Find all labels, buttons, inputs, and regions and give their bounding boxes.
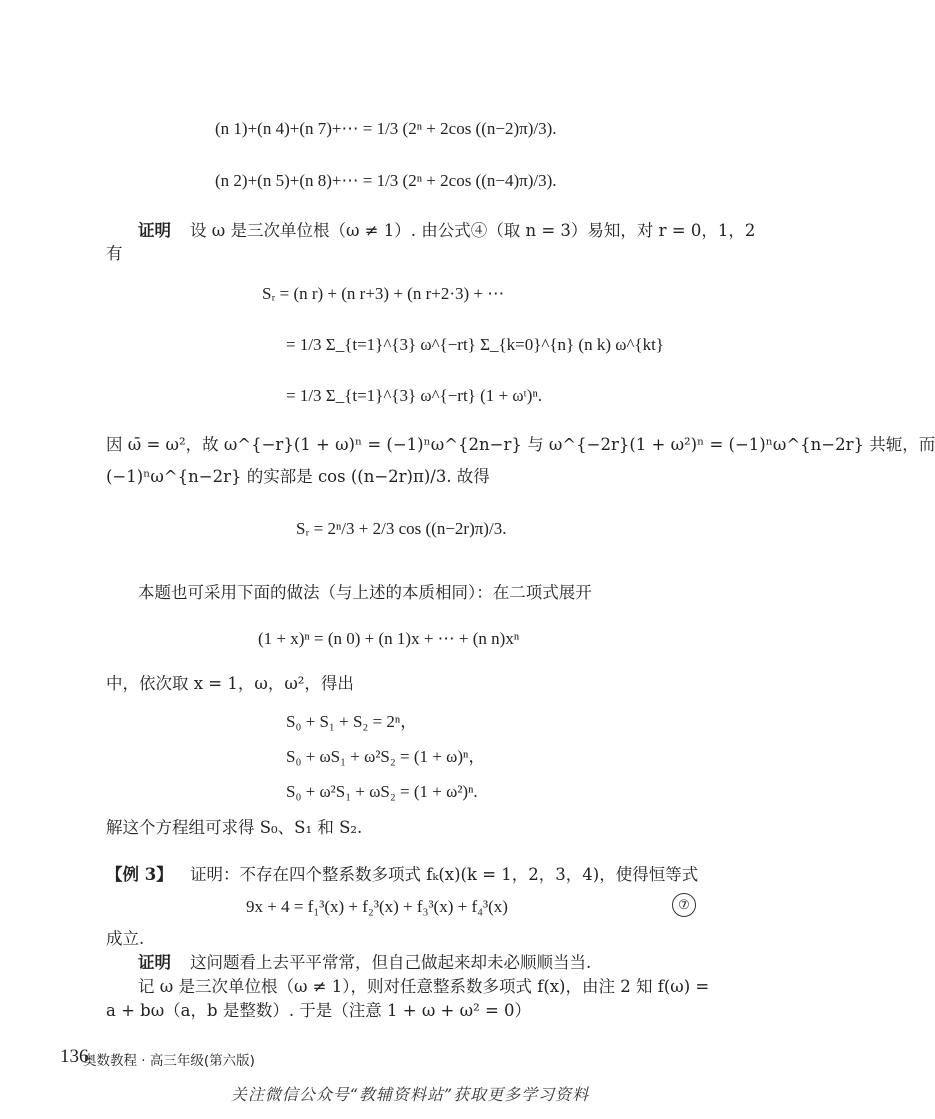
proof-line-1: 设 ω 是三次单位根（ω ≠ 1）. 由公式④（取 n = 3）易知，对 r = 0，1，2 (190, 221, 756, 240)
proof2-line-1: 这问题看上去平平常常，但自己做起来却未必顺顺当当. (190, 953, 592, 972)
example-label: 【例 3】 (106, 865, 173, 884)
system-eq-3: S₀ + ω²S₁ + ωS₂ = (1 + ω²)ⁿ. (286, 782, 478, 801)
solve-line: 解这个方程组可求得 S₀、S₁ 和 S₂. (106, 818, 363, 837)
sum-result-line: = 1/3 Σ_{t=1}^{3} ω^{−rt} (1 + ωᵗ)ⁿ. (286, 386, 543, 405)
system-eq-1: S₀ + S₁ + S₂ = 2ⁿ， (286, 712, 418, 731)
sr-result-formula: Sᵣ = 2ⁿ/3 + 2/3 cos ((n−2r)π)/3. (296, 519, 507, 538)
binomial-identity-2: (n 2)+(n 5)+(n 8)+⋯ = 1/3 (2ⁿ + 2cos ((n−4)π)/3). (215, 171, 557, 190)
watermark-text: 关注微信公众号“教辅资料站”获取更多学习资料 (230, 1085, 590, 1104)
binomial-expansion-formula: (1 + x)ⁿ = (n 0) + (n 1)x + ⋯ + (n n)xⁿ (258, 629, 520, 648)
alt-method-line: 本题也可采用下面的做法（与上述的本质相同）：在二项式展开 (138, 583, 592, 602)
holds-line: 成立. (106, 929, 145, 948)
sum-def-line: Sᵣ = (n r) + (n r+3) + (n r+2·3) + ⋯ (262, 284, 505, 303)
conjugate-line-1: 因 ω̄ = ω²，故 ω^{−r}(1 + ω)ⁿ = (−1)ⁿω^{2n−r} 与 ω^{−2r}(1 + ω²)ⁿ = (−1)ⁿω^{n−2r} 共轭，而 (106, 435, 935, 454)
example-statement: 证明：不存在四个整系数多项式 fₖ(x)(k = 1，2，3，4)，使得恒等式 (190, 865, 699, 884)
substitute-line: 中，依次取 x = 1，ω，ω²，得出 (106, 674, 354, 693)
proof-line-2: 有 (106, 244, 123, 263)
sum-expand-line: = 1/3 Σ_{t=1}^{3} ω^{−rt} Σ_{k=0}^{n} (n k) ω^{kt} (286, 335, 664, 354)
identity-formula: 9x + 4 = f₁³(x) + f₂³(x) + f₃³(x) + f₄³(x) (246, 897, 508, 916)
page-number: 136 (60, 1046, 89, 1067)
proof2-line-2: 记 ω 是三次单位根（ω ≠ 1），则对任意整系数多项式 f(x)，由注 2 知 f(ω) = (138, 977, 710, 996)
binomial-identity-1: (n 1)+(n 4)+(n 7)+⋯ = 1/3 (2ⁿ + 2cos ((n−2)π)/3). (215, 119, 557, 138)
equation-number-7: ⑦ (672, 893, 696, 917)
proof-label-1: 证明 (138, 221, 171, 240)
conjugate-line-2: (−1)ⁿω^{n−2r} 的实部是 cos ((n−2r)π)/3. 故得 (106, 467, 490, 486)
book-title: 奥数教程 · 高三年级(第六版) (83, 1053, 255, 1069)
system-eq-2: S₀ + ωS₁ + ω²S₂ = (1 + ω)ⁿ， (286, 747, 486, 766)
proof2-line-3: a + bω（a，b 是整数）. 于是（注意 1 + ω + ω² = 0） (106, 1001, 532, 1020)
proof-label-2: 证明 (138, 953, 171, 972)
